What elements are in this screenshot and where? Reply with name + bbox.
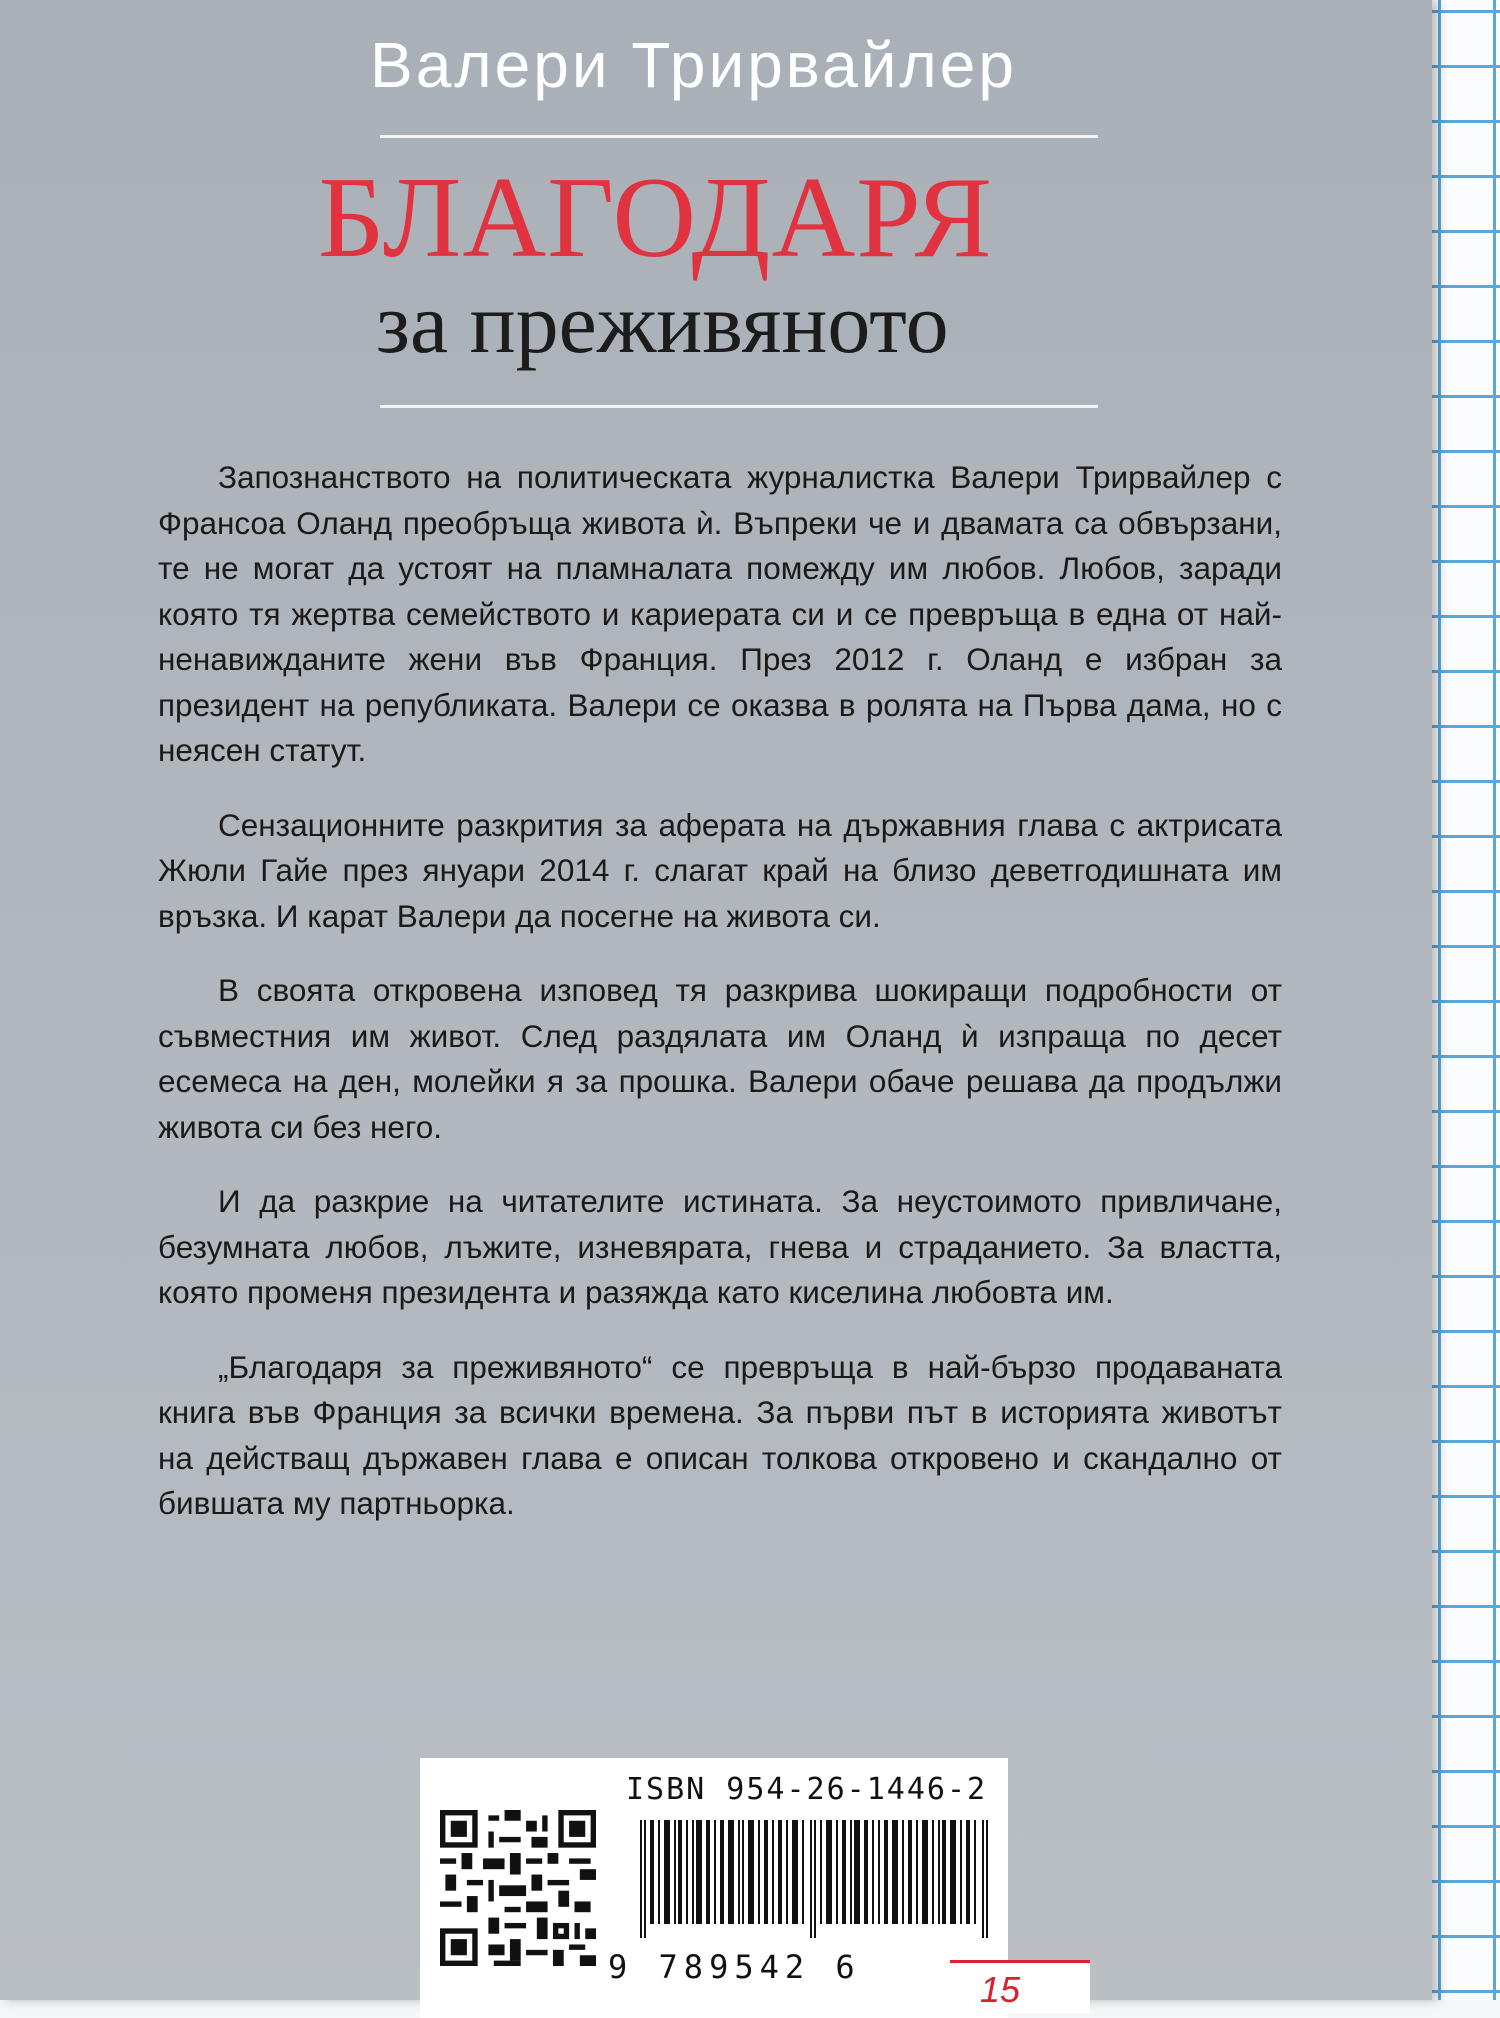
price-sticker bbox=[950, 1960, 1090, 2013]
blurb-paragraph: Сензационните разкрития за аферата на държавния глава с актрисата Жюли Гайе през януари 2014 г. слагат край на близо деветгодишната им връзка. И карат Валери да посегне на живота си. bbox=[158, 806, 1282, 934]
qr-code bbox=[440, 1810, 596, 1966]
price-mark: 15 bbox=[980, 1969, 1021, 2010]
blurb-paragraph: И да разкрие на читателите истината. За неустоимото привличане, безумната любов, лъжите, изневярата, гнева и страданието. За властта, която променя президента и разяжда като киселина любовта им. bbox=[158, 1183, 1282, 1310]
book-subtitle: за преживяното bbox=[376, 275, 949, 371]
barcode-label bbox=[420, 1758, 1008, 2018]
blurb-paragraph: „Благодаря за преживяното“ се превръща в най-бързо продаваната книга във Франция за всички времена. За първи път в историята животът на действащ държавен глава е описан толкова откровено и скандално от бившата му партньорка. bbox=[158, 1348, 1282, 1521]
book-title: БЛАГОДАРЯ bbox=[318, 154, 993, 282]
blurb-paragraph: Запознанството на политическата журналистка Валери Трирвайлер с Франсоа Оланд преобръща живота ѝ. Въпреки че и двамата са обвързани, те не могат да устоят на пламналата помежду им любов. Любов, заради която тя жертва семейството и кариерата си и се превръща в една от най-ненавижданите жени във Франция. През 2012 г. Оланд е избран за президент на републиката. Валери се оказва в ролята на Първа дама, но с неясен статут. bbox=[158, 459, 1282, 768]
isbn-number: ISBN 954-26-1446-2 bbox=[626, 1772, 988, 1807]
bottom-divider bbox=[380, 405, 1098, 408]
barcode-bars bbox=[640, 1820, 992, 1938]
blurb-paragraph: В своята откровена изповед тя разкрива шокиращи подробности от съвместния им живот. След раздялата им Оланд ѝ изпраща по десет есемеса на ден, молейки я за прошка. Валери обаче решава да продължи живота си без него. bbox=[158, 972, 1282, 1145]
ean-digits: 9 789542 6 bbox=[608, 1948, 861, 1986]
blurb-text bbox=[158, 455, 1282, 1527]
author-name: Валери Трирвайлер bbox=[370, 29, 1017, 101]
top-divider bbox=[380, 135, 1098, 138]
